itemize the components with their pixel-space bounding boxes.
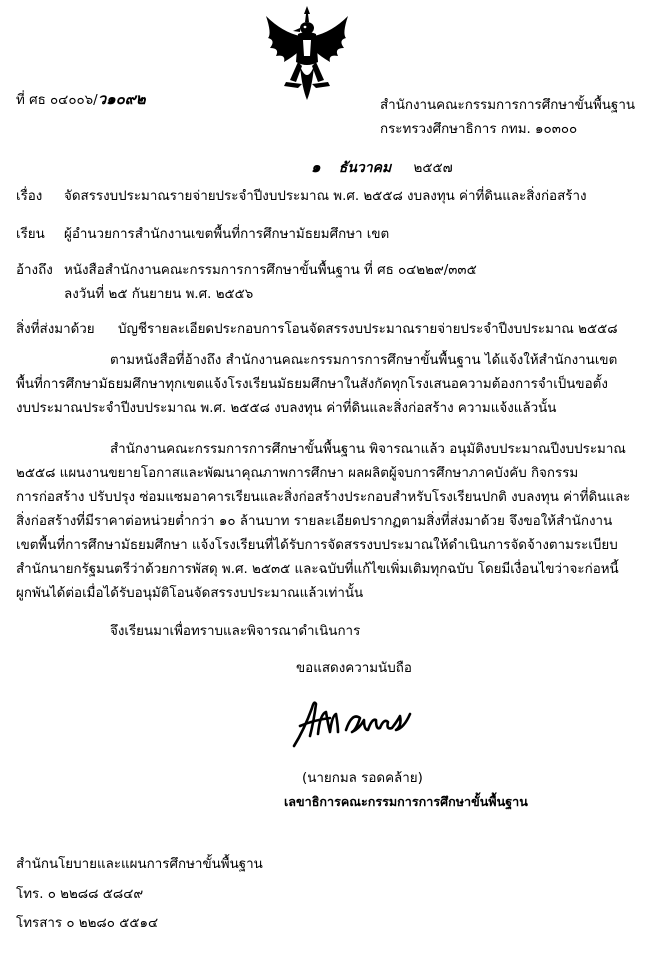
paragraph-2-line: เขตพื้นที่การศึกษามัธยมศึกษา แจ้งโรงเรียนที่ได้รับการจัดสรรงบประมาณให้ดำเนินการจัดจ้างตามระเบียบ [16, 538, 618, 553]
paragraph-2-line: การก่อสร้าง ปรับปรุง ซ่อมแซมอาคารเรียนและสิ่งก่อสร้างประกอบสำหรับโรงเรียนปกติ งบลงทุน ค่าที่ดินและ [16, 490, 631, 505]
signer-name: (นายกมล รอดคล้าย) [302, 771, 423, 786]
document-number-handwritten: ว๑๐๙๒ [97, 90, 146, 108]
closing-request: จึงเรียนมาเพื่อทราบและพิจารณาดำเนินการ [110, 624, 361, 639]
paragraph-2-line: ๒๕๕๘ แผนงานขยายโอกาสและพัฒนาคุณภาพการศึกษา ผลผลิตผู้จบการศึกษาภาคบังคับ กิจกรรม [16, 466, 579, 481]
contact-unit: สำนักนโยบายและแผนการศึกษาขั้นพื้นฐาน [16, 857, 263, 872]
paragraph-2-line: ผูกพันได้ต่อเมื่อได้รับอนุมัติโอนจัดสรรงบประมาณแล้วเท่านั้น [16, 586, 364, 601]
addressee-label: เรียน [16, 227, 45, 242]
contact-fax: โทรสาร ๐ ๒๒๘๐ ๕๕๑๔ [16, 916, 159, 931]
date-day: ๑ [311, 158, 321, 176]
enclosure-text: บัญชีรายละเอียดประกอบการโอนจัดสรรงบประมาณรายจ่ายประจำปีงบประมาณ ๒๕๕๘ [118, 322, 618, 337]
issuer-address: กระทรวงศึกษาธิการ กทม. ๑๐๓๐๐ [380, 122, 578, 137]
paragraph-2-line: สำนักงานคณะกรรมการการศึกษาขั้นพื้นฐาน พิจารณาแล้ว อนุมัติงบประมาณปีงบประมาณ [110, 442, 626, 457]
paragraph-2-line: สิ่งก่อสร้างที่มีราคาต่อหน่วยต่ำกว่า ๑๐ ล้านบาท รายละเอียดปรากฏตามสิ่งที่ส่งมาด้วย จึงขอให้สำนักงาน [16, 514, 613, 529]
contact-phone: โทร. ๐ ๒๒๘๘ ๕๘๔๙ [16, 887, 144, 902]
reference-label: อ้างถึง [16, 263, 53, 278]
document-number-prefix: ที่ ศธ ๐๔๐๐๖/ [16, 93, 98, 108]
paragraph-1-line: ตามหนังสือที่อ้างถึง สำนักงานคณะกรรมการการศึกษาขั้นพื้นฐาน ได้แจ้งให้สำนักงานเขต [110, 353, 618, 368]
reference-line-2: ลงวันที่ ๒๕ กันยายน พ.ศ. ๒๕๕๖ [64, 287, 254, 302]
garuda-emblem-icon [262, 4, 352, 102]
date-month: ธันวาคม [338, 160, 392, 176]
paragraph-1-line: พื้นที่การศึกษามัธยมศึกษาทุกเขตแจ้งโรงเรียนมัธยมศึกษาในสังกัดทุกโรงเสนอความต้องการจำเป็นขอตั้ง [16, 377, 608, 392]
document-number [16, 90, 146, 110]
addressee-text: ผู้อำนวยการสำนักงานเขตพื้นที่การศึกษามัธยมศึกษา เขต [64, 227, 390, 242]
subject-label: เรื่อง [16, 189, 43, 204]
handwritten-signature-icon [290, 690, 420, 752]
paragraph-1-line: งบประมาณประจำปีงบประมาณ พ.ศ. ๒๕๕๘ งบลงทุน ค่าที่ดินและสิ่งก่อสร้าง ความแจ้งแล้วนั้น [16, 401, 557, 416]
letter-date [311, 158, 453, 178]
reference-line-1: หนังสือสำนักงานคณะกรรมการการศึกษาขั้นพื้นฐาน ที่ ศธ ๐๔๒๒๙/๓๓๕ [64, 263, 477, 278]
paragraph-2-line: สำนักนายกรัฐมนตรีว่าด้วยการพัสดุ พ.ศ. ๒๕๓๕ และฉบับที่แก้ไขเพิ่มเติมทุกฉบับ โดยมีเงื่อนไขว่าจะก่อหนี้ [16, 562, 619, 577]
issuer-office: สำนักงานคณะกรรมการการศึกษาขั้นพื้นฐาน [380, 98, 635, 113]
complimentary-close: ขอแสดงความนับถือ [296, 661, 412, 676]
subject-text: จัดสรรงบประมาณรายจ่ายประจำปีงบประมาณ พ.ศ. ๒๕๕๘ งบลงทุน ค่าที่ดินและสิ่งก่อสร้าง [64, 189, 587, 204]
enclosure-label: สิ่งที่ส่งมาด้วย [16, 322, 95, 337]
date-year: ๒๕๕๗ [413, 161, 453, 176]
signer-title: เลขาธิการคณะกรรมการการศึกษาขั้นพื้นฐาน [284, 794, 528, 809]
